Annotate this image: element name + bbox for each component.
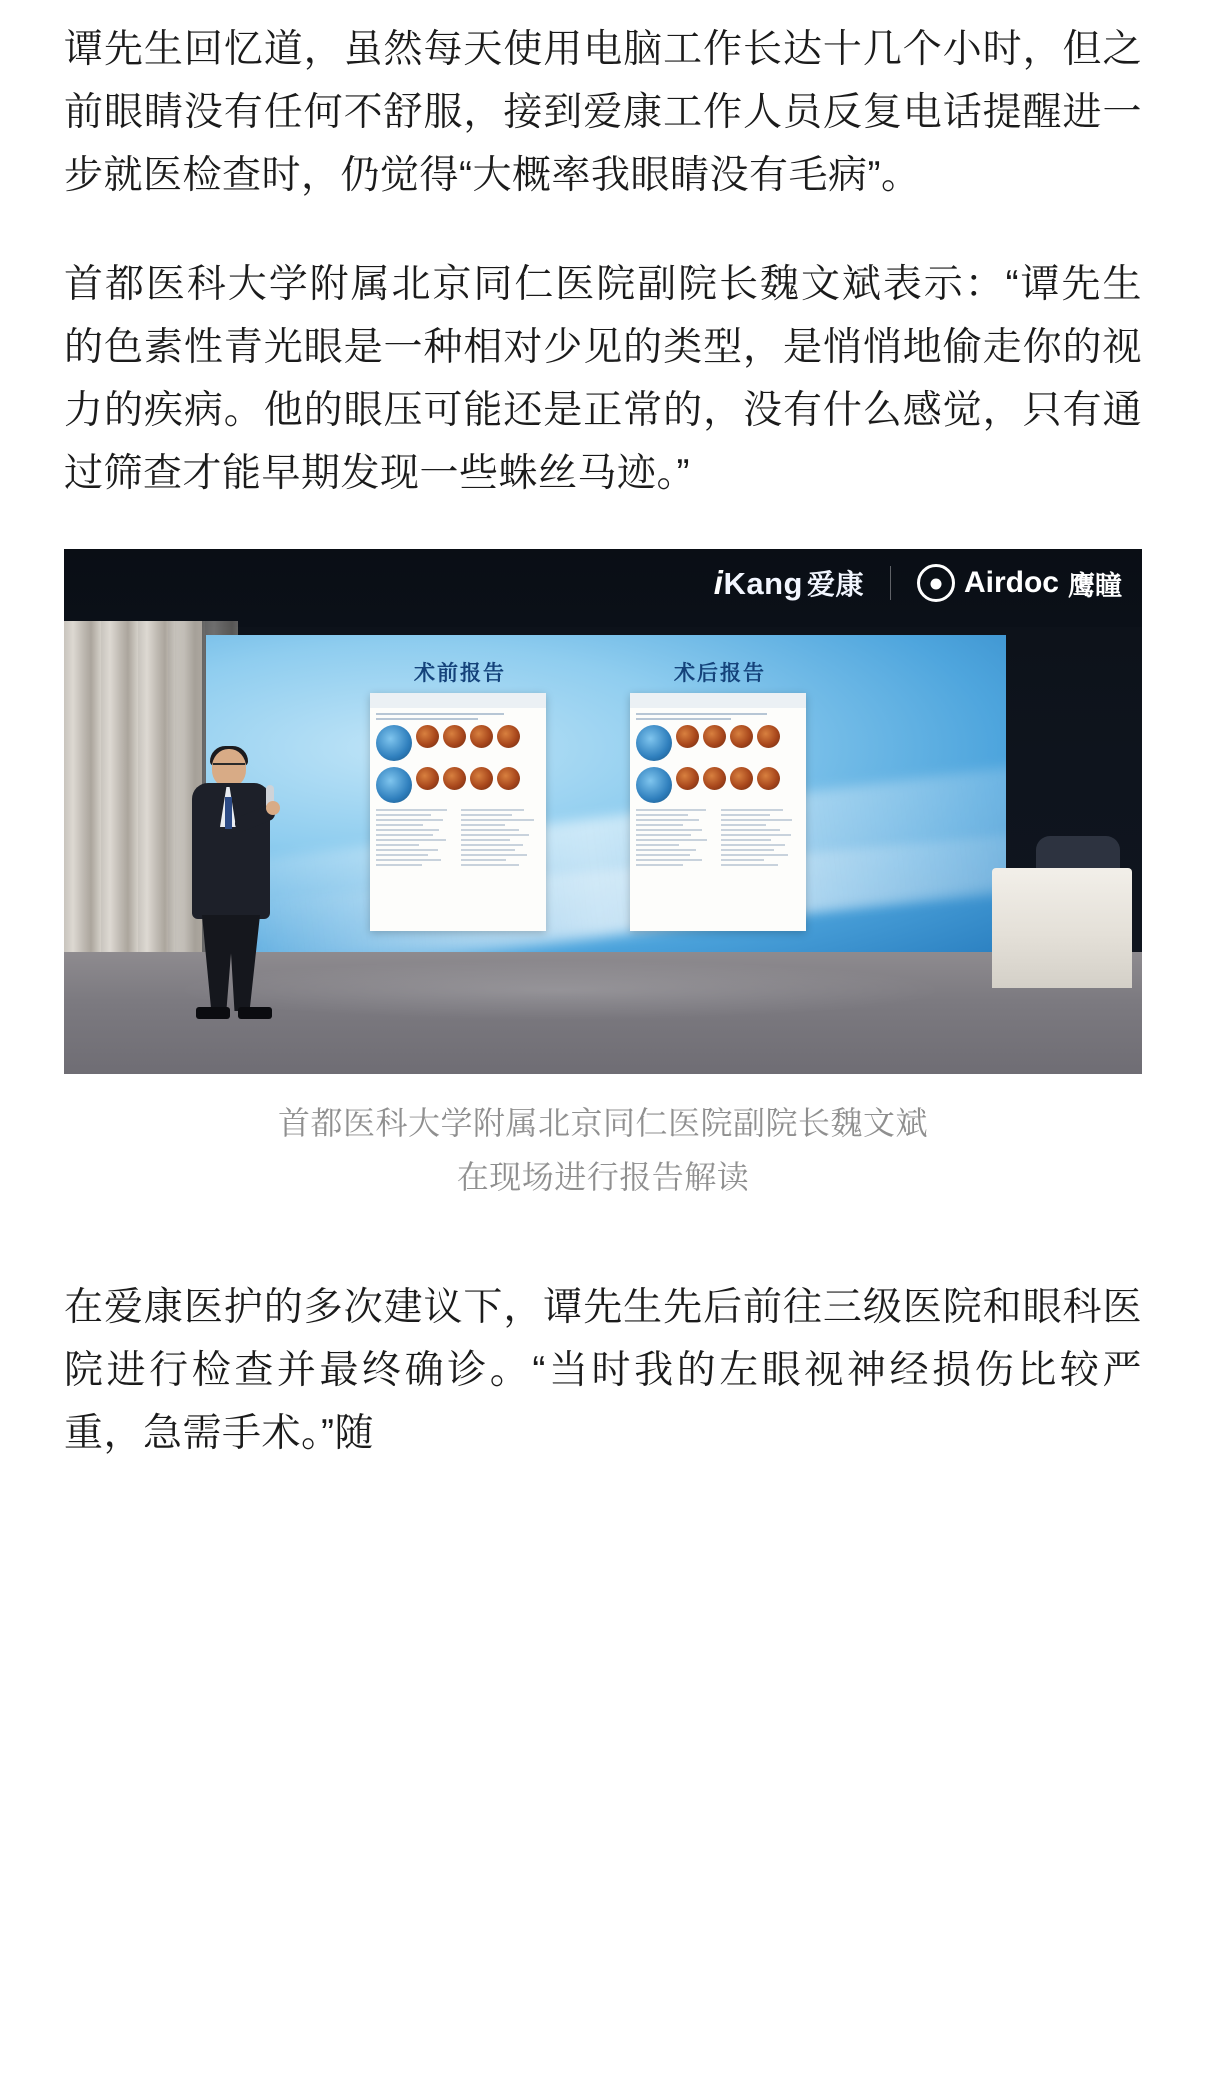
report-columns [636,809,800,869]
fundus-image-row [376,725,540,761]
ikang-logo-i: i [713,564,724,601]
report-text-line [376,713,504,715]
paragraph-1: 谭先生回忆道，虽然每天使用电脑工作长达十几个小时，但之前眼睛没有任何不舒服，接到爱康工作人员反复电话提醒进一步就医检查时，仍觉得“大概率我眼睛没有毛病”。 [64,28,1142,197]
fundus-image [416,767,439,790]
fundus-image [470,767,493,790]
report-column [721,809,800,869]
speaker-shoe [238,1007,272,1019]
fundus-image [376,725,412,761]
fundus-image [636,767,672,803]
slide-title-postop: 术后报告 [674,662,766,685]
fundus-image [443,725,466,748]
brand-logos [714,563,1122,603]
report-header-band [630,693,806,708]
fundus-image [497,725,520,748]
paragraph-3: 在爱康医护的多次建议下，谭先生先后前往三级医院和眼科医院进行检查并最终确诊。“当时我的左眼视神经损伤比较严重，急需手术。”随 [64,1286,1142,1455]
fundus-image [703,725,726,748]
speaker-hand [266,801,280,815]
side-table [992,868,1132,988]
speaker-tie [225,797,232,829]
report-text-line [636,713,767,715]
paragraph-2: 首都医科大学附属北京同仁医院副院长魏文斌表示：“谭先生的色素性青光眼是一种相对少见的类型，是悄悄地偷走你的视力的疾病。他的眼压可能还是正常的，没有什么感觉，只有通过筛查才能早期发现一些蛛丝马迹。” [64,263,1142,495]
fundus-image [676,725,699,748]
figure-caption-line-2: 在现场进行报告解读 [456,1159,750,1195]
report-column [461,809,540,869]
speaker-legs [202,915,260,1011]
fundus-image [497,767,520,790]
report-columns [376,809,540,869]
airdoc-logo [917,564,1122,603]
report-sheet-preop [370,693,546,931]
figure-caption-line-1: 首都医科大学附属北京同仁医院副院长魏文斌 [277,1105,928,1141]
report-sheet-postop [630,693,806,931]
fundus-image [757,725,780,748]
airdoc-logo-cn: 鹰瞳 [1068,570,1122,601]
report-body [630,708,806,874]
fundus-image-row [376,767,540,803]
ikang-logo-cn: 爱康 [806,569,864,600]
fundus-image [703,767,726,790]
fundus-image [730,725,753,748]
speaker-shoe [196,1007,230,1019]
fundus-image [376,767,412,803]
article-figure [64,549,1142,1204]
airdoc-logo-name: Airdoc [963,566,1059,599]
airdoc-eye-icon [917,564,955,602]
fundus-image [676,767,699,790]
report-column [376,809,455,869]
ikang-logo [714,563,864,603]
figure-caption [64,1096,1142,1204]
fundus-image-row [636,767,800,803]
presentation-screen [206,635,1006,957]
glasses-icon [213,763,245,772]
fundus-image [416,725,439,748]
fundus-image [443,767,466,790]
logo-divider [890,566,891,600]
report-body [370,708,546,874]
report-header-band [370,693,546,708]
fundus-image [470,725,493,748]
fundus-image [730,767,753,790]
fundus-image [636,725,672,761]
fundus-image [757,767,780,790]
ikang-logo-name: Kang [723,566,803,601]
fundus-image-row [636,725,800,761]
report-text-line [636,718,731,720]
conference-photo [64,549,1142,1074]
speaker-figure [182,749,300,1029]
report-column [636,809,715,869]
report-text-line [376,718,478,720]
slide-title-preop: 术前报告 [414,662,506,685]
